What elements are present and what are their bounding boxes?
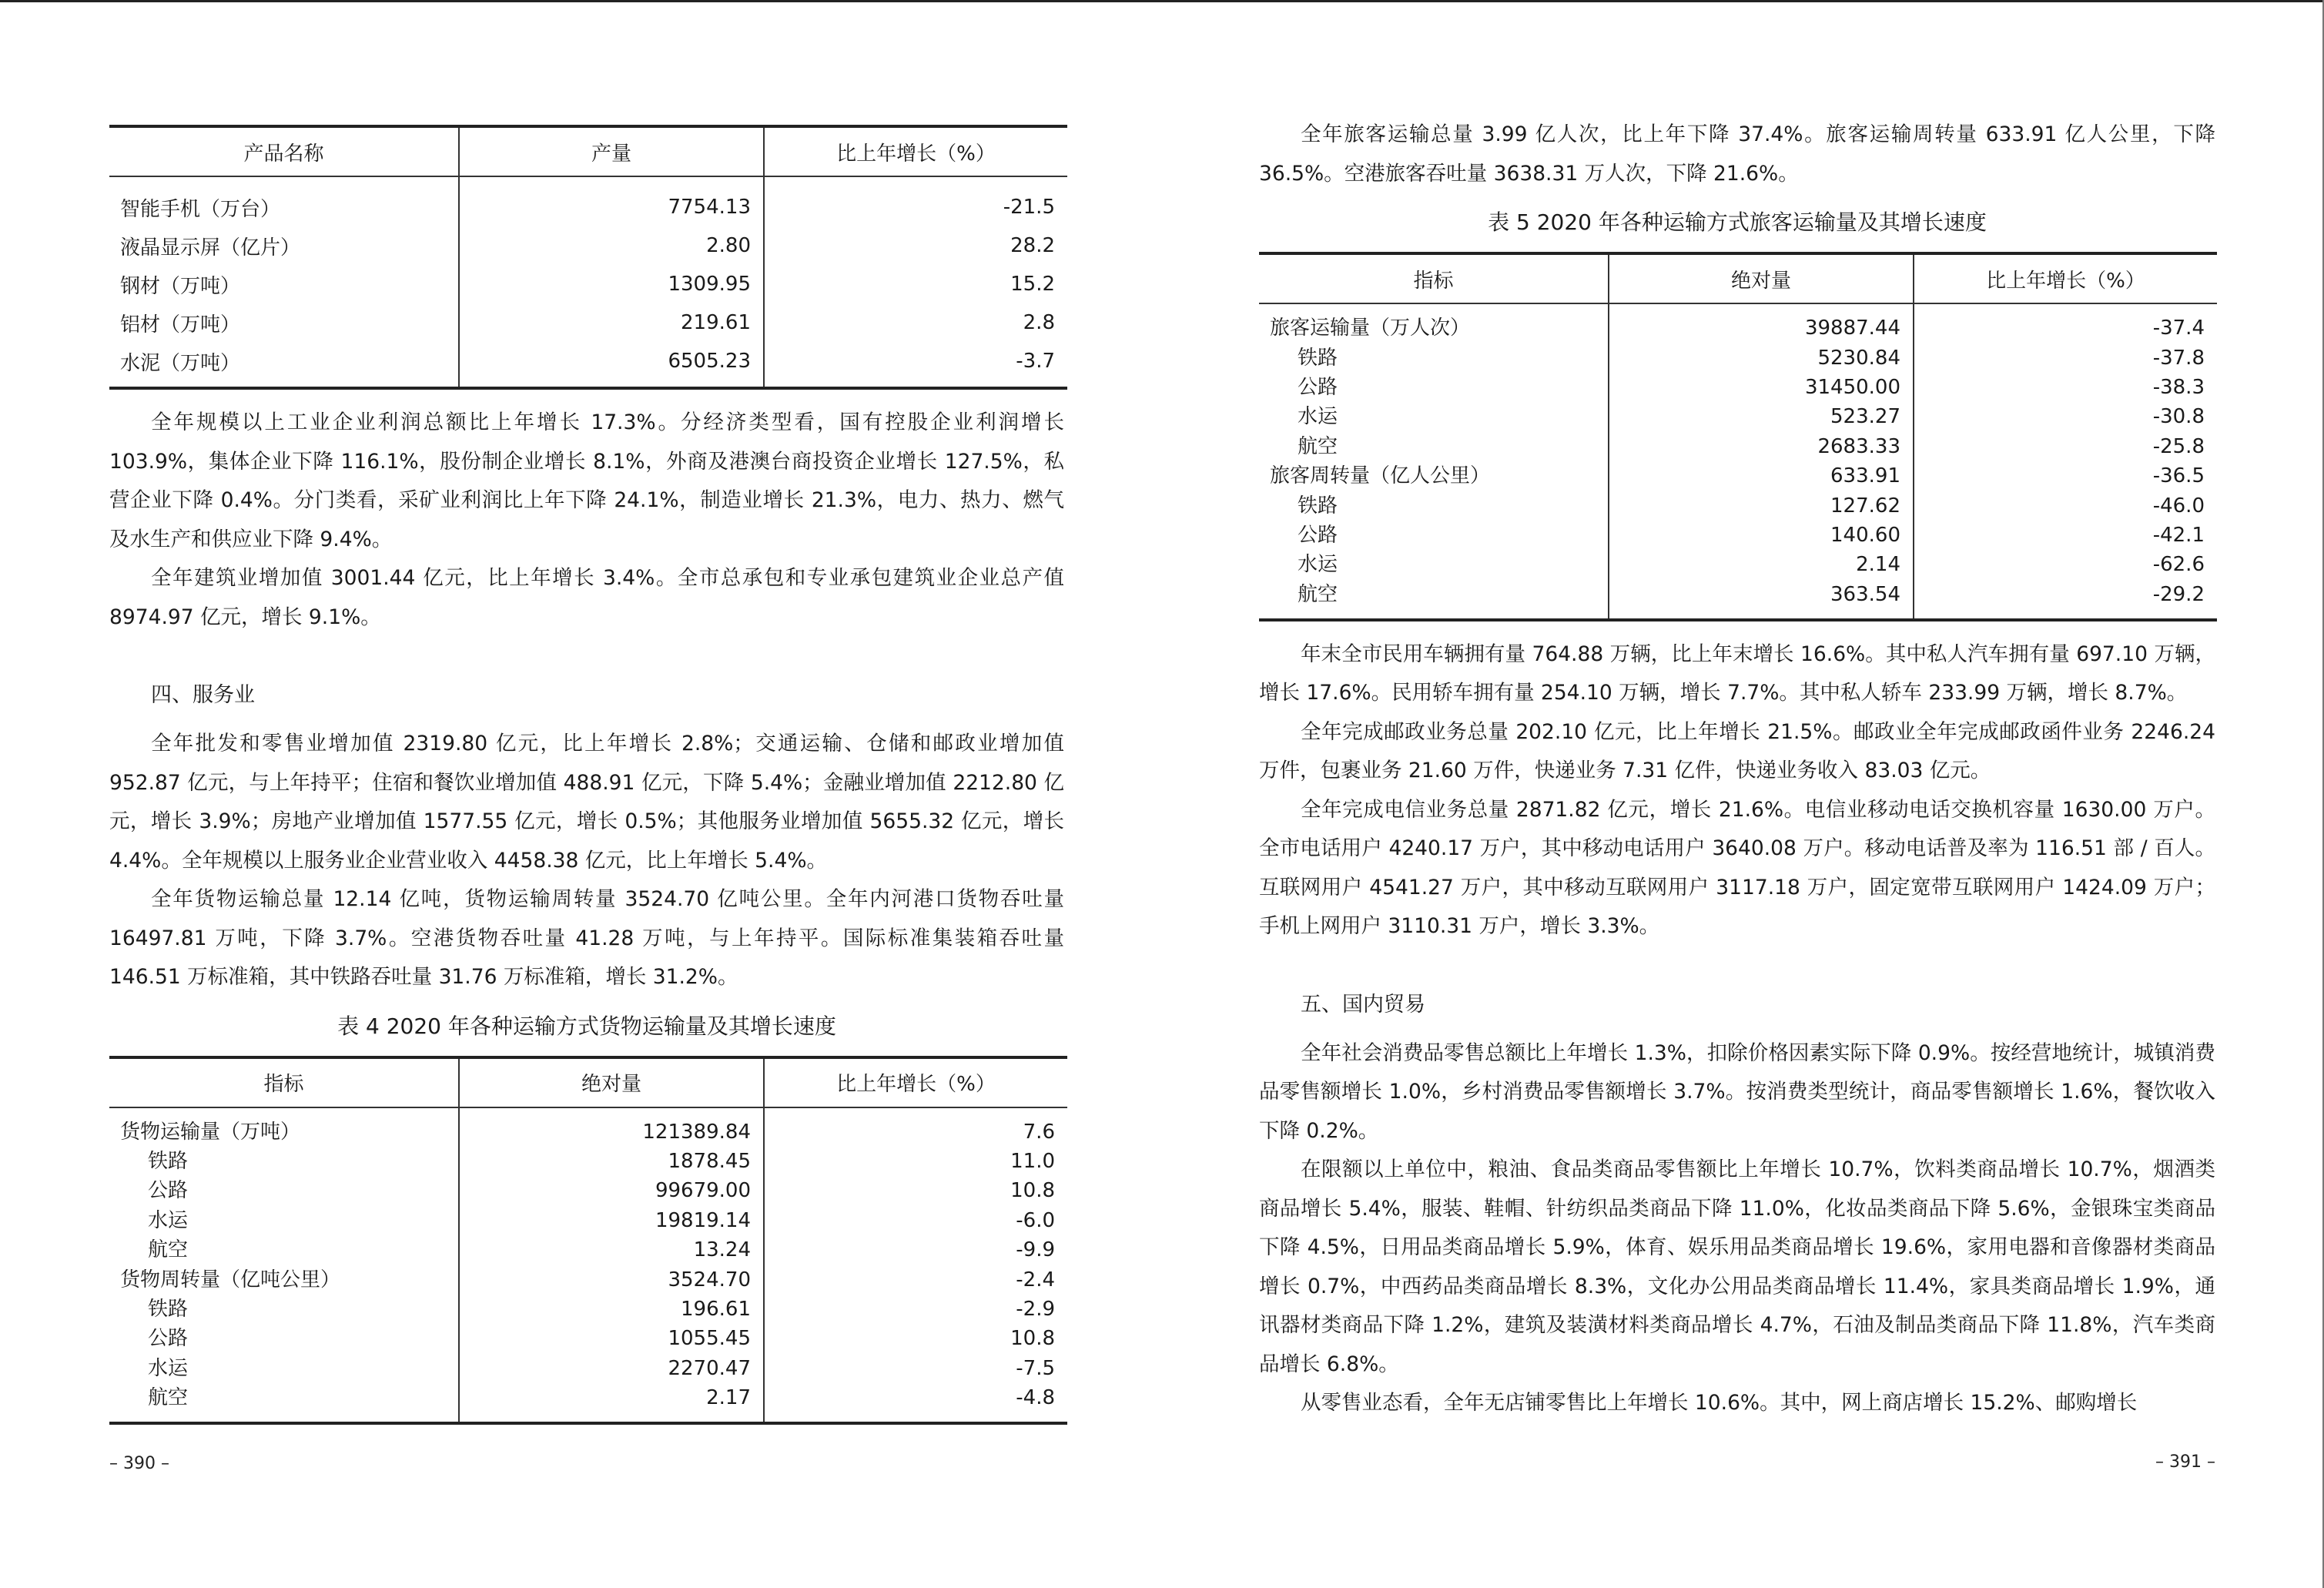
- row-value: 1055.45: [459, 1324, 764, 1353]
- table5-caption: 表 5 2020 年各种运输方式旅客运输量及其增长速度: [1488, 209, 1987, 235]
- column-header: 比上年增长（%）: [764, 1057, 1067, 1107]
- row-value: 363.54: [1609, 580, 1914, 620]
- table-row: [109, 176, 1067, 226]
- table-row: [1259, 580, 2217, 620]
- table-row: [1259, 373, 2217, 402]
- paragraph-vehicles: 年末全市民用车辆拥有量 764.88 万辆，比上年末增长 16.6%。其中私人汽车拥有量 697.10 万辆，增长 17.6%。民用轿车拥有量 254.10 万辆，增长 7.7%。其中私人轿车 233.99 万辆，增长 8.7%。: [1259, 642, 2215, 705]
- spacer: [109, 711, 1064, 725]
- spacer: [1259, 238, 2215, 252]
- paragraph-industrial-profit: 全年规模以上工业企业利润总额比上年增长 17.3%。分经济类型看，国有控股企业利润增长 103.9%，集体企业下降 116.1%，股份制企业增长 8.1%，外商及港澳台商投资企业增长 127.5%，私营企业下降 0.4%。分门类看，采矿业利润比上年下降 24.1%，制造业增长 21.3%，电力、热力、燃气及水生产和供应业下降 9.4%。: [109, 410, 1064, 551]
- row-label: 水运: [1298, 405, 1338, 429]
- row-growth: 10.8: [764, 1176, 1067, 1205]
- table-row: [1259, 521, 2217, 550]
- row-label: 铝材（万吨）: [120, 313, 241, 337]
- table-row: [109, 1235, 1067, 1265]
- column-header: 比上年增长（%）: [1914, 253, 2217, 303]
- row-label: 铁路: [1298, 494, 1338, 518]
- table-row: [109, 1324, 1067, 1353]
- table-row: [109, 1107, 1067, 1147]
- row-growth: -37.4: [1914, 303, 2217, 343]
- table-row: [109, 303, 1067, 342]
- paragraph-passenger: 全年旅客运输总量 3.99 亿人次，比上年下降 37.4%。旅客运输周转量 633.91 亿人公里，下降 36.5%。空港旅客吞吐量 3638.31 万人次，下降 21.6%。: [1259, 122, 2215, 186]
- spacer: [109, 1042, 1064, 1056]
- column-header: 绝对量: [1609, 253, 1914, 303]
- row-label: 航空: [148, 1386, 189, 1410]
- row-value: 99679.00: [459, 1176, 764, 1205]
- table-row: [109, 1354, 1067, 1383]
- row-growth: -30.8: [1914, 402, 2217, 431]
- paragraph-freight: 全年货物运输总量 12.14 亿吨，货物运输周转量 3524.70 亿吨公里。全年内河港口货物吞吐量 16497.81 万吨，下降 3.7%。空港货物吞吐量 41.28 万吨，与上年持平。国际标准集装箱吞吐量 146.51 万标准箱，其中铁路吞吐量 31.76 万标准箱，增长 31.2%。: [109, 887, 1064, 989]
- table-row: [109, 1295, 1067, 1324]
- table-row: [1259, 432, 2217, 461]
- products-table-body: [109, 176, 1067, 388]
- row-growth: -9.9: [764, 1235, 1067, 1265]
- row-value: 2683.33: [1609, 432, 1914, 461]
- row-growth: -29.2: [1914, 580, 2217, 620]
- freight-table-body: [109, 1107, 1067, 1424]
- row-value: 219.61: [459, 303, 764, 342]
- row-growth: -2.4: [764, 1265, 1067, 1294]
- row-label: 水运: [148, 1208, 189, 1232]
- table4-caption: 表 4 2020 年各种运输方式货物运输量及其增长速度: [337, 1013, 836, 1039]
- row-label: 公路: [1298, 375, 1338, 399]
- table-row: [1259, 550, 2217, 579]
- section-heading-services: 四、服务业: [151, 683, 255, 707]
- row-growth: -38.3: [1914, 373, 2217, 402]
- row-growth: -2.9: [764, 1295, 1067, 1324]
- row-value: 140.60: [1609, 521, 1914, 550]
- row-value: 5230.84: [1609, 343, 1914, 372]
- spacer: [1259, 193, 2215, 207]
- table-row: [109, 342, 1067, 388]
- column-header: 比上年增长（%）: [764, 126, 1067, 176]
- row-value: 196.61: [459, 1295, 764, 1324]
- row-label: 水运: [148, 1356, 189, 1380]
- table-row: [109, 1176, 1067, 1205]
- column-header: 绝对量: [459, 1057, 764, 1107]
- row-value: 19819.14: [459, 1206, 764, 1235]
- spacer: [1259, 1423, 2215, 1451]
- row-label: 公路: [1298, 523, 1338, 547]
- table-row: [1259, 491, 2217, 520]
- row-value: 7754.13: [459, 176, 764, 226]
- row-label: 水运: [1298, 553, 1338, 577]
- row-growth: -4.8: [764, 1383, 1067, 1423]
- row-label: 公路: [148, 1179, 189, 1203]
- row-growth: -42.1: [1914, 521, 2217, 550]
- freight-table: [109, 1056, 1067, 1426]
- right-page: [1259, 0, 2215, 1474]
- row-value: 39887.44: [1609, 303, 1914, 343]
- row-value: 121389.84: [459, 1107, 764, 1147]
- paragraph-postal: 全年完成邮政业务总量 202.10 亿元，比上年增长 21.5%。邮政业全年完成邮政函件业务 2246.24 万件，包裹业务 21.60 万件，快递业务 7.31 亿件，快递业务收入 83.03 亿元。: [1259, 719, 2215, 783]
- spacer: [109, 997, 1064, 1011]
- spacer: [109, 637, 1064, 680]
- row-label: 旅客运输量（万人次）: [1270, 317, 1471, 340]
- table-row: [1259, 402, 2217, 431]
- paragraph-construction: 全年建筑业增加值 3001.44 亿元，比上年增长 3.4%。全市总承包和专业承包建筑业企业总产值 8974.97 亿元，增长 9.1%。: [109, 566, 1064, 629]
- row-value: 13.24: [459, 1235, 764, 1265]
- row-value: 3524.70: [459, 1265, 764, 1294]
- paragraph-retail-formats: 从零售业态看，全年无店铺零售比上年增长 10.6%。其中，网上商店增长 15.2%、邮购增长: [1301, 1391, 2138, 1415]
- row-label: 货物运输量（万吨）: [120, 1120, 301, 1144]
- row-label: 航空: [1298, 434, 1338, 458]
- row-value: 31450.00: [1609, 373, 1914, 402]
- page-number-left: – 390 –: [109, 1454, 169, 1474]
- row-growth: -6.0: [764, 1206, 1067, 1235]
- row-value: 2.80: [459, 226, 764, 265]
- row-label: 旅客周转量（亿人公里）: [1270, 464, 1491, 488]
- row-growth: -37.8: [1914, 343, 2217, 372]
- spacer: [109, 1425, 1064, 1452]
- row-label: 航空: [148, 1238, 189, 1262]
- row-value: 633.91: [1609, 461, 1914, 491]
- table-header-row: [109, 1057, 1067, 1107]
- table-row: [109, 1265, 1067, 1294]
- row-growth: 10.8: [764, 1324, 1067, 1353]
- row-label: 航空: [1298, 582, 1338, 606]
- row-label: 液晶显示屏（亿片）: [120, 236, 301, 260]
- row-label: 智能手机（万台）: [120, 197, 281, 221]
- passenger-table: [1259, 252, 2217, 621]
- passenger-table-body: [1259, 303, 2217, 620]
- paragraph-categories: 在限额以上单位中，粮油、食品类商品零售额比上年增长 10.7%，饮料类商品增长 10.7%，烟酒类商品增长 5.4%，服装、鞋帽、针纺织品类商品下降 11.0%，化妆品类商品下降 5.6%，金银珠宝类商品下降 4.5%，日用品类商品增长 5.9%，体育、娱乐用品类商品增长 19.6%，家用电器和音像器材类商品增长 0.7%，中西药品类商品增长 8.3%，文化办公用品类商品增长 11.4%，家具类商品增长 1.9%，通讯器材类商品下降 1.2%，建筑及装潢材料类商品增长 4.7%，石油及制品类商品下降 11.8%，汽车类商品增长 6.8%。: [1259, 1157, 2215, 1376]
- row-value: 1309.95: [459, 265, 764, 303]
- table-row: [1259, 303, 2217, 343]
- row-growth: 15.2: [764, 265, 1067, 303]
- row-growth: 28.2: [764, 226, 1067, 265]
- left-page: [109, 0, 1064, 1476]
- row-label: 铁路: [1298, 346, 1338, 370]
- table-header-row: [1259, 253, 2217, 303]
- table-row: [109, 265, 1067, 303]
- paragraph-services: 全年批发和零售业增加值 2319.80 亿元，比上年增长 2.8%；交通运输、仓储和邮政业增加值 952.87 亿元，与上年持平；住宿和餐饮业增加值 488.91 亿元，下降 5.4%；金融业增加值 2212.80 亿元，增长 3.9%；房地产业增加值 1577.55 亿元，增长 0.5%；其他服务业增加值 5655.32 亿元，增长 4.4%。全年规模以上服务业企业营业收入 4458.38 亿元，比上年增长 5.4%。: [109, 732, 1064, 873]
- row-label: 水泥（万吨）: [120, 351, 241, 375]
- paragraph-telecom: 全年完成电信业务总量 2871.82 亿元，增长 21.6%。电信业移动电话交换机容量 1630.00 万户。全市电话用户 4240.17 万户，其中移动电话用户 3640.08 万户。移动电话普及率为 116.51 部 / 百人。互联网用户 4541.27 万户，其中移动互联网用户 3117.18 万户，固定宽带互联网用户 1424.09 万户；手机上网用户 3110.31 万户，增长 3.3%。: [1259, 797, 2215, 939]
- row-growth: -7.5: [764, 1354, 1067, 1383]
- row-value: 2.14: [1609, 550, 1914, 579]
- row-label: 公路: [148, 1327, 189, 1351]
- row-value: 127.62: [1609, 491, 1914, 520]
- products-table: [109, 125, 1067, 390]
- spacer: [109, 390, 1064, 404]
- column-header: 指标: [1259, 253, 1609, 303]
- table-header-row: [109, 126, 1067, 176]
- table-row: [109, 1147, 1067, 1176]
- row-growth: -21.5: [764, 176, 1067, 226]
- column-header: 产量: [459, 126, 764, 176]
- row-growth: -25.8: [1914, 432, 2217, 461]
- spacer: [1259, 621, 2215, 635]
- table-row: [109, 1206, 1067, 1235]
- row-growth: -3.7: [764, 342, 1067, 388]
- spacer: [1259, 946, 2215, 990]
- row-growth: -46.0: [1914, 491, 2217, 520]
- column-header: 产品名称: [109, 126, 459, 176]
- table-row: [1259, 461, 2217, 491]
- row-value: 6505.23: [459, 342, 764, 388]
- row-value: 2.17: [459, 1383, 764, 1423]
- section-heading-domestic-trade: 五、国内贸易: [1301, 992, 1425, 1017]
- column-header: 指标: [109, 1057, 459, 1107]
- table-row: [109, 226, 1067, 265]
- paragraph-retail: 全年社会消费品零售总额比上年增长 1.3%，扣除价格因素实际下降 0.9%。按经营地统计，城镇消费品零售额增长 1.0%，乡村消费品零售额增长 3.7%。按消费类型统计，商品零售额增长 1.6%，餐饮收入下降 0.2%。: [1259, 1040, 2215, 1143]
- row-growth: -36.5: [1914, 461, 2217, 491]
- table-row: [109, 1383, 1067, 1423]
- row-value: 1878.45: [459, 1147, 764, 1176]
- row-label: 钢材（万吨）: [120, 274, 241, 298]
- row-label: 铁路: [148, 1298, 189, 1322]
- row-value: 523.27: [1609, 402, 1914, 431]
- row-growth: 11.0: [764, 1147, 1067, 1176]
- row-label: 铁路: [148, 1150, 189, 1174]
- page-number-right: – 391 –: [2155, 1452, 2215, 1472]
- row-label: 货物周转量（亿吨公里）: [120, 1268, 341, 1292]
- row-growth: 7.6: [764, 1107, 1067, 1147]
- row-growth: 2.8: [764, 303, 1067, 342]
- row-growth: -62.6: [1914, 550, 2217, 579]
- row-value: 2270.47: [459, 1354, 764, 1383]
- spacer: [1259, 1020, 2215, 1034]
- table-row: [1259, 343, 2217, 372]
